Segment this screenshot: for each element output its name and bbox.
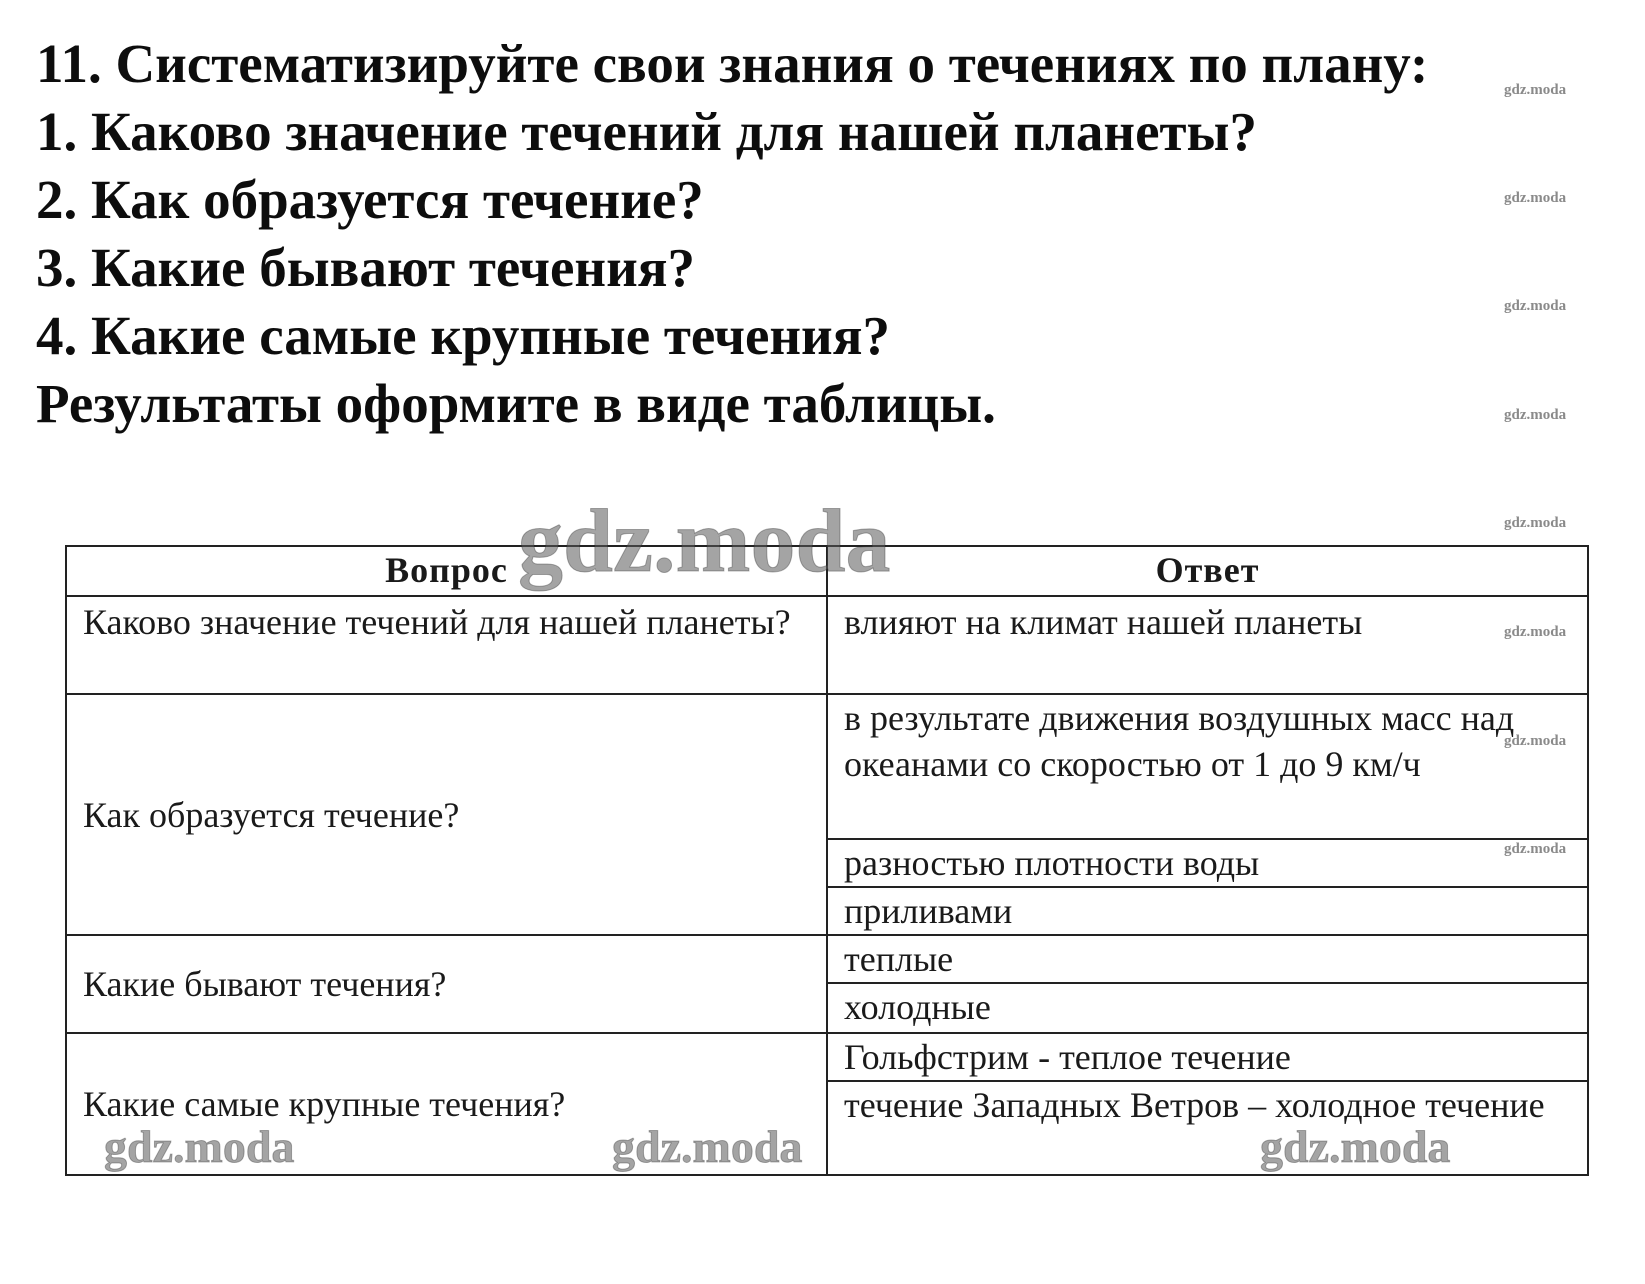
- answer-cell: в результате движения воздушных масс над океанами со скоростью от 1 до 9 км/ч: [827, 694, 1588, 839]
- task-point-1: 1. Каково значение течений для нашей планеты?: [36, 101, 1257, 162]
- watermark-small: gdz.moda: [1504, 190, 1567, 206]
- question-cell: Какие бывают течения?: [66, 935, 827, 1033]
- question-cell: Как образуется течение?: [66, 694, 827, 935]
- table-row: [66, 694, 1588, 839]
- answer-cell: влияют на климат нашей планеты: [827, 596, 1588, 694]
- watermark-small: gdz.moda: [1504, 733, 1567, 749]
- answer-cell: Гольфстрим - теплое течение: [827, 1033, 1588, 1081]
- header-answer: Ответ: [827, 546, 1588, 596]
- answer-cell: приливами: [827, 887, 1588, 935]
- answer-cell: холодные: [827, 983, 1588, 1033]
- watermark-large: gdz.moda: [1260, 1121, 1451, 1172]
- table-header-row: [66, 546, 1588, 596]
- watermark-large: gdz.moda: [518, 492, 891, 591]
- table-row: [66, 1033, 1588, 1081]
- task-title: 11. Систематизируйте свои знания о течениях по плану:: [36, 33, 1429, 94]
- watermark-small: gdz.moda: [1504, 841, 1567, 857]
- table-row: [66, 596, 1588, 694]
- watermark-small: gdz.moda: [1504, 82, 1567, 98]
- watermark-small: gdz.moda: [1504, 407, 1567, 423]
- answer-cell: течение Западных Ветров – холодное течение: [827, 1081, 1588, 1175]
- task-point-4: 4. Какие самые крупные течения?: [36, 305, 891, 366]
- question-cell: Каково значение течений для нашей планеты?: [66, 596, 827, 694]
- task-point-3: 3. Какие бывают течения?: [36, 237, 696, 298]
- task-text: [36, 30, 1596, 438]
- header-question: Вопрос: [66, 546, 827, 596]
- task-point-2: 2. Как образуется течение?: [36, 169, 704, 230]
- task-instruction: Результаты оформите в виде таблицы.: [36, 373, 996, 434]
- watermark-large: gdz.moda: [104, 1121, 295, 1172]
- answer-cell: разностью плотности воды: [827, 839, 1588, 887]
- question-cell: Какие самые крупные течения?: [66, 1033, 827, 1175]
- answer-cell: теплые: [827, 935, 1588, 983]
- watermark-small: gdz.moda: [1504, 515, 1567, 531]
- watermark-large: gdz.moda: [612, 1121, 803, 1172]
- watermark-small: gdz.moda: [1504, 624, 1567, 640]
- watermark-small: gdz.moda: [1504, 298, 1567, 314]
- table-row: [66, 935, 1588, 983]
- answer-table: [65, 545, 1589, 1176]
